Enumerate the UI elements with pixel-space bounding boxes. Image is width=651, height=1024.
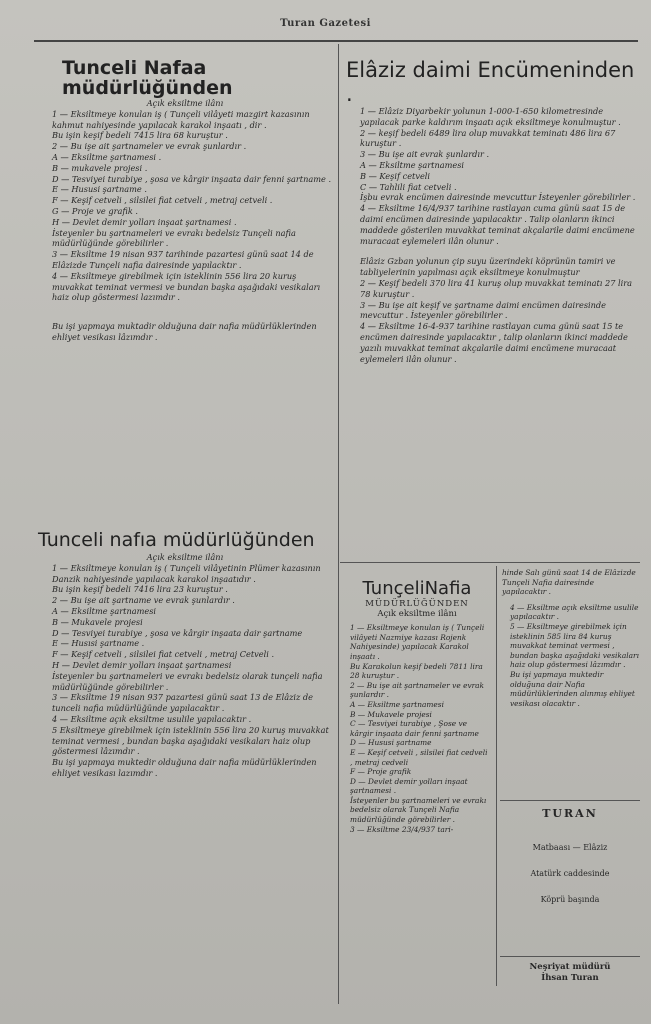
article-line: 1 — Elâziz Diyarbekir yolunun 1-000-1-650 kilometresinde yapılacak parke kaldırım inşaatı açık eksiltmeye konulmuştur . [360, 106, 621, 127]
article-subtitle: Açık eksiltme ilânı [146, 552, 224, 562]
article-line: E — Keşif cetveli , silsilei fiat cedveli , metraj cedveli [350, 747, 488, 767]
article-line: Bu işi yapmaya muktedir olduğuna dair nafia müdürlüklerinden ehliyet vesikası lazımdır . [52, 757, 317, 778]
article-line: B — Mukavele projesi [350, 709, 432, 719]
article-line: B — Mukavele projesi [52, 616, 143, 627]
signature-name: İhsan Turan [541, 973, 599, 983]
article-line: Bu işi yapmaya muktedir olduğuna dair Nafia müdürlüklerinden alınmış ehliyet vesikası olacaktır . [510, 669, 635, 708]
box-heading: Açık eksiltme ilânı [377, 608, 457, 619]
article-line: D — Tesviyei turabiye , şosa ve kârgir inşaata dair fenni şartname . [52, 173, 332, 184]
article-line: G — Proje ve grafik . [52, 205, 139, 216]
column-divider [338, 44, 339, 1004]
article-line: 2 — Bu işe ait şartnameler ve evrak şunlardır . [52, 141, 247, 152]
article-line: 4 — Eksiltme 16-4-937 tarihine rastlayan cuma günü saat 15 te encümen dairesinde yapılacaktır , talip olanların ikinci maddede yazılı muvakkat teminat akçalarile daimi encümene muracaat eylemeleri ilân olunur . [360, 321, 628, 364]
article-title: Tunceli Nafaa müdürlüğünden [62, 57, 233, 99]
imprint-title: TURAN [542, 807, 598, 820]
article-line: 3 — Eksiltme 19 nisan 937 pazartesi günü saat 13 de Elâziz de tunceli nafia müdürlüğünde yapılacaktır . [52, 692, 314, 714]
turan-box-rule [500, 800, 640, 801]
imprint-line: Matbaası — Elâziz [532, 843, 608, 852]
article-line: 2 — Keşif bedeli 370 lira 41 kuruş olup muvakkat teminatı 27 lira 78 kuruştur . [360, 277, 633, 299]
article-line: B — mukavele projesi . [52, 162, 148, 173]
article-line: Bu işi yapmaya muktadir olduğuna dair nafia müdürlüklerinden ehliyet vesikası lâzımdır . [52, 321, 317, 342]
article-line: 2 — Bu işe ait şartnameler ve evrak şunlardır . [350, 680, 485, 700]
article-tunceli-nafia-box [342, 578, 492, 834]
article-line: İşbu evrak encümen dairesinde mevcuttur İsteyenler görebilirler . [360, 192, 636, 203]
article-line: Bu işin keşif bedeli 7416 lira 23 kuruştur . [52, 584, 228, 595]
article-line: hinde Salı günü saat 14 de Elâzizde Tunçeli Nafia dairesinde yapılacaktır . [502, 568, 636, 597]
section-rule [340, 562, 640, 563]
article-line: A — Eksiltme şartnamesi [52, 605, 157, 616]
article-line: 4 — Eksiltme açık eksiltme usulile yapılacaktır . [52, 713, 252, 724]
article-line: C — Tesviyei turabiye , Şose ve kârgir inşaata dair fenni şartname [350, 719, 479, 738]
article-line: 1 — Eksiltmeye konulan iş ( Tunçeli vilâyeti mazgirt kazasının kahmut nahiyesinde yapılacak karakol inşaatı , dir . [52, 108, 310, 130]
imprint-line: Köprü başında [540, 895, 600, 904]
article-title: Elâziz daimi Encümeninden . [346, 58, 635, 106]
article-line: 3 — Bu işe ait evrak şunlardır . [360, 149, 490, 160]
box-title: TunçeliNafia [362, 578, 472, 599]
article-line: 4 — Eksiltmeye girebilmek için isteklinin 556 lira 20 kuruş muvakkat teminat vermesi ve bundan başka aşağıdaki vesikaları haiz olup göstermesi lazımdır . [52, 270, 321, 303]
imprint-line: Atatürk caddesinde [530, 869, 610, 878]
article-line: B — Keşif cetveli [360, 170, 431, 181]
article-line: F — Proje grafik [350, 767, 412, 777]
article-line: A — Eksiltme şartnamesi [350, 699, 444, 709]
article-tunceli-nafaa [38, 58, 332, 343]
article-line: D — Tesviyei turabiye , şosa ve kârgir inşaata dair şartname [52, 627, 303, 638]
article-line: D — Devlet demir yolları inşaat şartnamesi . [350, 776, 468, 796]
article-line: F — Keşif cetveli , silsilei fiat cetveli , metraj cetveli . [52, 195, 273, 206]
article-title: Tunceli nafıa müdürlüğünden [38, 529, 315, 551]
top-rule [34, 40, 638, 42]
article-line: 3 — Bu işe ait keşif ve şartname daimi encümen dairesinde mevcuttur . İsteyenler görebilirler . [360, 299, 607, 321]
box-subtitle: MÜDÜRLÜĞÜNDEN [365, 599, 469, 609]
signature-role: Neşriyat müdürü [529, 962, 611, 972]
article-line: A — Eksiltme şartnamesi [360, 159, 465, 170]
article-line: D — Hususi şartname [350, 738, 432, 748]
article-line: 2 — Bu işe ait şartname ve evrak şunlardır . [52, 595, 235, 606]
box-divider [496, 566, 497, 986]
article-line: 4 — Eksiltme 16/4/937 tarihine rastlayan cuma günü saat 15 de daimi encümen dairesinde yapılacaktır . Talip olanların ikinci maddede gösterilen muvakkat teminat akçalarile daimi encümene muracaat eylemeleri ilân olunur . [360, 203, 635, 246]
article-line: 3 — Eksiltme 19 nisan 937 tarihinde pazartesi günü saat 14 de Elâzizde Tunçeli nafia dairesinde yapılacktır . [52, 249, 314, 270]
article-line: F — Keşif cetveli , silsilei fiat cetveli , metraj Cetveli . [52, 649, 275, 660]
article-line: 3 — Eksiltme 23/4/937 tari- [350, 824, 454, 834]
article-line: 5 Eksiltmeye girebilmek için isteklinin 556 lira 20 kuruş muvakkat teminat vermesi , bundan başka aşağıdaki vesikaları haiz olup göstermesi lâzımdır . [52, 724, 329, 757]
article-line: H — Devlet demir yolları inşaat şartnamesi [52, 659, 232, 670]
article-line: A — Eksiltme şartnamesi . [52, 151, 162, 162]
article-line: H — Devlet demir yolları inşaat şartnamesi . [52, 216, 237, 227]
article-line: İsteyenler bu şartnameleri ve evrakı bedelsiz Tunçeli nafia müdürlüğünde görebilirler . [52, 227, 296, 249]
article-line: 1 — Eksiltmeye konulan iş ( Tunçeli vilâyetinin Plümer kazasının Danzik nahiyesinde yapılacak karakol inşaatıdır . [52, 562, 321, 584]
article-line: 5 — Eksiltmeye girebilmek için isteklinin 585 lira 84 kuruş muvakkat teminat vermesi , bundan başka aşağıdaki vesikaları haiz olup göstermesi lâzımdır . [510, 621, 639, 670]
article-line: Bu Karakolun keşif bedeli 7811 lira 28 kuruştur . [350, 661, 483, 681]
article-subtitle: Açık eksiltme ilânı [146, 98, 224, 108]
article-line: 2 — keşif bedeli 6489 lira olup muvakkat teminatı 486 lira 67 kuruştur . [360, 127, 616, 149]
publisher-signature [500, 962, 640, 984]
article-line: İsteyenler bu şartnameleri ve evrakı bedelsiz olarak Tunçeli Nafia müdürlüğünde görebilirler . [350, 795, 487, 825]
article-line: 4 — Eksiltme açık eksiltme usulile yapılacaktır . [510, 602, 639, 622]
signature-rule [500, 956, 640, 957]
printer-imprint [500, 808, 640, 906]
article-tunceli-nafia [38, 528, 332, 779]
article-line: E — Husısi şartname . [52, 638, 145, 649]
article-line: 1 — Eksiltmeye konulan iş ( Tunçeli vilâyeti Nazmiye kazası Rojenk Nahiyesinde) yapılacak Karakol inşaatı . [350, 623, 485, 661]
article-line: Bu işin keşif bedeli 7415 lira 68 kuruştur . [52, 130, 228, 141]
article-line: C — Tahlili fiat cetveli . [360, 181, 457, 192]
article-elaziz-encumen [346, 58, 640, 364]
masthead: Turan Gazetesi [280, 18, 371, 29]
article-continuation [502, 568, 640, 708]
article-line: Elâziz Gzban yolunun çip suyu üzerindeki köprünün tamiri ve tabliyelerinin yapılması açık eksiltmeye konulmuştur [360, 256, 616, 278]
article-line: E — Hususi şartname . [52, 184, 147, 195]
article-line: İsteyenler bu şartnameleri ve evrakı bedelsiz olarak tunçeli nafia müdürlüğünde görebilirler . [52, 670, 323, 692]
